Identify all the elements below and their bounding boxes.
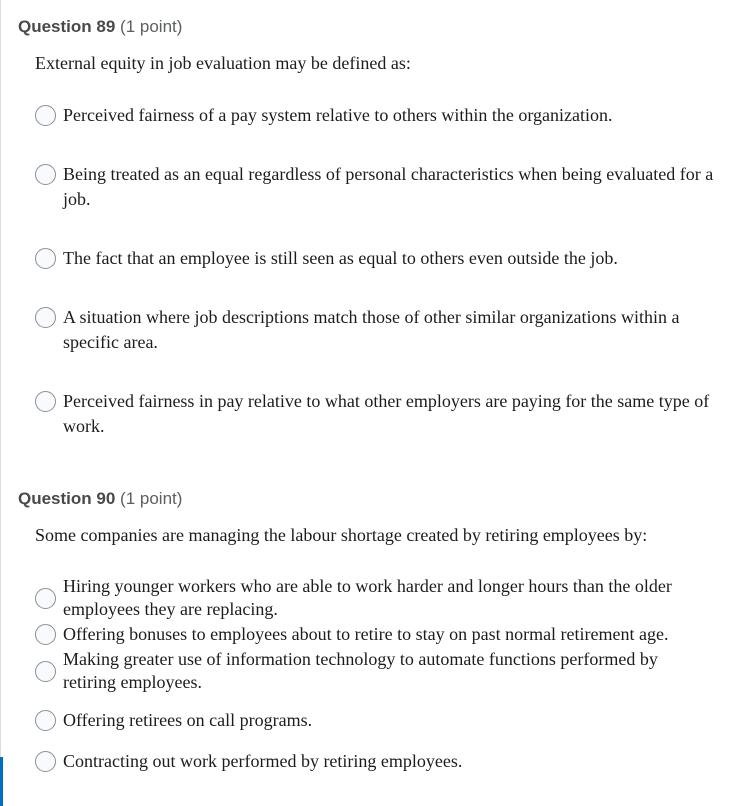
answer-option-label: Perceived fairness in pay relative to what other employers are paying for the same type of work. bbox=[63, 391, 710, 436]
answer-option[interactable] bbox=[35, 709, 717, 732]
answer-option-label: Making greater use of information technology to automate functions performed by retiring employees. bbox=[63, 649, 658, 692]
question-number: Question 90 bbox=[18, 489, 116, 508]
question-89-body bbox=[35, 51, 732, 439]
question-89 bbox=[0, 17, 732, 439]
answer-option[interactable] bbox=[35, 246, 717, 271]
radio-button-icon[interactable] bbox=[35, 248, 56, 269]
question-prompt: External equity in job evaluation may be defined as: bbox=[35, 53, 411, 73]
answer-options bbox=[35, 575, 732, 773]
radio-button-icon[interactable] bbox=[35, 588, 56, 609]
answer-option-label: The fact that an employee is still seen as equal to others even outside the job. bbox=[63, 248, 618, 268]
answer-option-label: Perceived fairness of a pay system relative to others within the organization. bbox=[63, 105, 613, 125]
question-points: (1 point) bbox=[120, 17, 183, 36]
radio-button-icon[interactable] bbox=[35, 624, 56, 645]
answer-option[interactable] bbox=[35, 623, 717, 646]
answer-options bbox=[35, 103, 732, 439]
answer-option[interactable] bbox=[35, 648, 717, 694]
answer-option[interactable] bbox=[35, 103, 717, 128]
answer-option[interactable] bbox=[35, 389, 717, 439]
answer-option[interactable] bbox=[35, 162, 717, 212]
radio-button-icon[interactable] bbox=[35, 164, 56, 185]
radio-button-icon[interactable] bbox=[35, 105, 56, 126]
radio-button-icon[interactable] bbox=[35, 391, 56, 412]
answer-option[interactable] bbox=[35, 750, 717, 773]
question-prompt: Some companies are managing the labour shortage created by retiring employees by: bbox=[35, 525, 648, 545]
answer-option-label: Offering bonuses to employees about to retire to stay on past normal retirement age. bbox=[63, 624, 669, 644]
radio-button-icon[interactable] bbox=[35, 751, 56, 772]
question-number: Question 89 bbox=[18, 17, 116, 36]
question-90-header bbox=[18, 489, 732, 509]
answer-option-label: Being treated as an equal regardless of personal characteristics when being evaluated for a job. bbox=[63, 164, 714, 209]
question-90-body bbox=[35, 523, 732, 773]
question-90 bbox=[0, 489, 732, 773]
question-points: (1 point) bbox=[120, 489, 183, 508]
question-panel-left-border bbox=[0, 0, 1, 757]
answer-option-label: Hiring younger workers who are able to work harder and longer hours than the older employees they are replacing. bbox=[63, 576, 672, 619]
next-question-accent-bar bbox=[0, 757, 3, 806]
answer-option-label: A situation where job descriptions match those of other similar organizations within a specific area. bbox=[63, 307, 680, 352]
answer-option-label: Offering retirees on call programs. bbox=[63, 710, 313, 730]
radio-button-icon[interactable] bbox=[35, 710, 56, 731]
question-89-header bbox=[18, 17, 732, 37]
answer-option[interactable] bbox=[35, 305, 717, 355]
radio-button-icon[interactable] bbox=[35, 661, 56, 682]
answer-option[interactable] bbox=[35, 575, 717, 621]
answer-option-label: Contracting out work performed by retiring employees. bbox=[63, 751, 463, 771]
radio-button-icon[interactable] bbox=[35, 307, 56, 328]
